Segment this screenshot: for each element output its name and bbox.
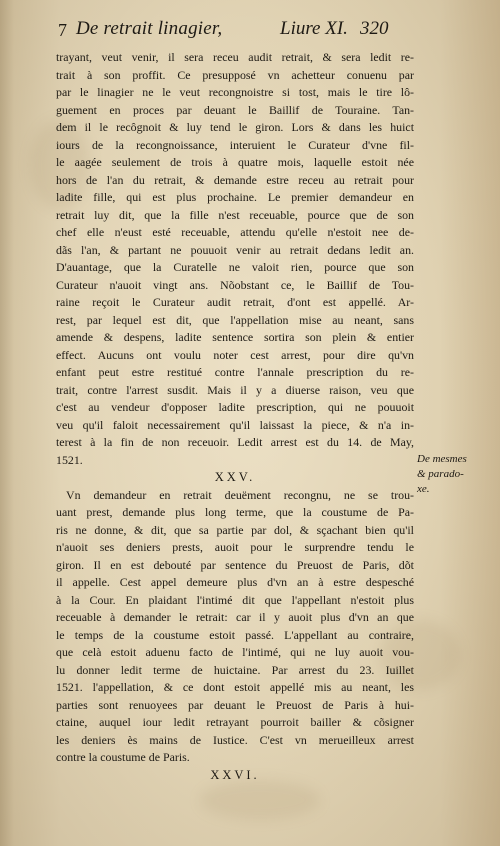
header-folio-number: 320 xyxy=(360,18,389,39)
text-line: guement en proces par deuant le Baillif de Touraine. Tan- xyxy=(56,102,414,117)
margin-note-line: De mesmes xyxy=(417,453,467,465)
text-line: Curateur n'auoit vingt ans. Nõobstant ce, le Baillif de Tou- xyxy=(56,277,414,292)
text-line: enfant peut estre restitué contre l'annale prescription du re- xyxy=(56,365,414,379)
text-line: raine reçoit le Curateur audit retrait, d'ont est appellé. Ar- xyxy=(56,295,414,309)
text-line: D'auantage, que la Curatelle ne valoit rien, pource que son xyxy=(56,260,414,274)
text-line: que celà estoit aduenu facto de l'intimé, qui ne luy auoit vou- xyxy=(56,645,414,659)
text-line: par le linagier ne le veut recongnoistre si tost, mais le tire lô- xyxy=(56,85,414,99)
margin-note-line: & parado- xyxy=(417,468,464,480)
text-line: trait à son proffit. Ce presupposé vn achetteur conuenu par xyxy=(56,67,414,82)
margin-note xyxy=(417,452,497,497)
text-line: receuable à demander le retrait: car il y auoit plus d'vn an que xyxy=(56,610,414,624)
next-section-heading: XXVI. xyxy=(210,767,260,782)
text-line: il appelle. Cest appel demeure plus d'vn an à estre despesché xyxy=(56,575,414,589)
text-line: contre la coustume de Paris. xyxy=(56,750,190,764)
body-text xyxy=(56,49,414,784)
text-line: dem il le recôgnoit & luy tend le giron. Lors & dans les huict xyxy=(56,120,414,134)
running-header xyxy=(58,18,418,46)
text-line: dãs l'an, & partant ne pouuoit venir au retrait dedans ledit an. xyxy=(56,242,414,257)
section-heading: XXV. xyxy=(214,470,256,484)
text-line: à la Cour. En plaidant l'intimé dit que l'appellant n'estoit plus xyxy=(56,592,414,607)
text-line: ctaine, auquel iour ledit retrayant pourroit bailler & cõsigner xyxy=(56,715,414,729)
text-line: iours de la recongnoissance, interuient le Curateur d'vne fil- xyxy=(56,137,414,152)
header-running-title: De retrait linagier, xyxy=(76,18,223,39)
text-line: giron. Il en est debouté par sentence du Preuost de Paris, dõt xyxy=(56,557,414,572)
text-line: 1521. l'appellation, & ce dont estoit appellé mis au neant, les xyxy=(56,680,414,694)
header-signature-number: 7 xyxy=(58,20,67,40)
text-line: chef elle n'eust esté receuable, attendu qu'elle n'estoit nee de- xyxy=(56,225,414,239)
text-line: trait, contre l'arrest susdit. Mais il y a diuerse raison, veu que xyxy=(56,382,414,397)
text-line: n'auoit ses deniers prests, auoit pour le surprendre tendu le xyxy=(56,540,414,554)
text-line: trayant, veut venir, il sera receu audit retrait, & sera ledit re- xyxy=(56,50,414,64)
text-line: uant prest, demande plus long terme, que la coustume de Pa- xyxy=(56,505,414,519)
text-line: c'est au vendeur d'opposer ladite prescription, qui ne pouuoit xyxy=(56,400,414,414)
text-line: terest à la fin de non receuoir. Ledit arrest est du 14. de May, xyxy=(56,435,414,449)
text-line: ris ne donne, & dit, que sa partie par dol, & sçachant bien qu'il xyxy=(56,522,414,537)
text-line: lu donner ledit terme de huictaine. Par arrest du 23. Iuillet xyxy=(56,662,414,677)
text-line: retrait luy dit, que la fille n'est receuable, pource que de son xyxy=(56,207,414,222)
text-line: 1521. xyxy=(56,452,83,467)
text-line: hors de l'an du retrait, & demande estre receu au retrait pour xyxy=(56,172,414,187)
text-line: amende & despens, ladite sentence sortira son plein & entier xyxy=(56,330,414,344)
text-line: effect. Aucuns ont voulu noter cest arrest, pour dire qu'vn xyxy=(56,347,414,362)
margin-note-line: xe. xyxy=(417,483,430,495)
text-line: les deniers ès mains de Iustice. C'est vn merueilleux arrest xyxy=(56,732,414,747)
text-line: rest, par lequel est dit, que l'appellation mise au neant, sans xyxy=(56,312,414,327)
header-book-number: Liure XI. xyxy=(280,18,348,39)
text-line: parties sont renuoyees par deuant le Preuost de Paris à hui- xyxy=(56,697,414,712)
text-line: Vn demandeur en retrait deuëment recongnu, ne se trou- xyxy=(66,487,414,502)
text-line: veu qu'il faloit necessairement qu'il laissast la piece, & n'a in- xyxy=(56,417,414,432)
paper-stain xyxy=(200,780,320,820)
text-line: ladite fille, qui est plus prochaine. Le premier demandeur en xyxy=(56,190,414,204)
text-line: le aagée seulement de trois à quatre mois, laquelle estoit née xyxy=(56,155,414,169)
text-line: le temps de la coustume estoit passé. L'appellant au contraire, xyxy=(56,627,414,642)
